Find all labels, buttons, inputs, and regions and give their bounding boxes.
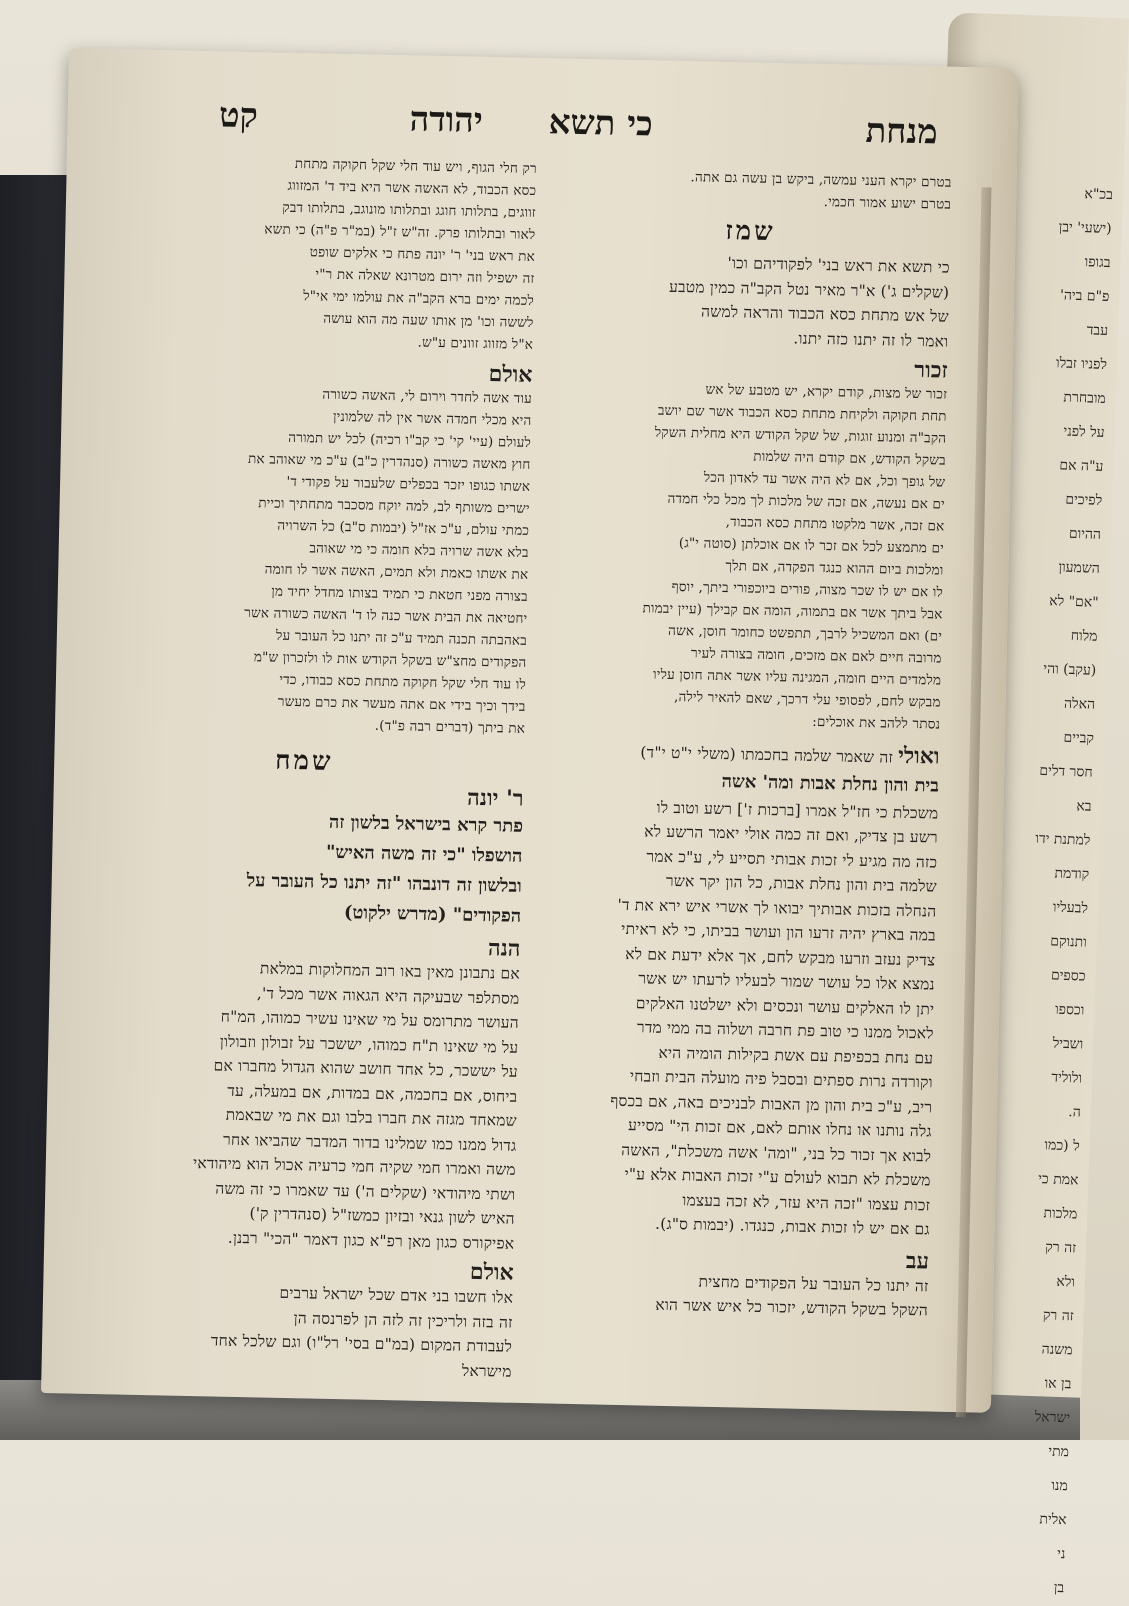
- text-line: ושתי מיהודאי (שקלים ה') עד שאמרו כי זה משה: [215, 1179, 516, 1204]
- lead-word-hineh: הנה: [487, 935, 521, 962]
- text-line: שלמה בית והון נחלת אבות, כל הון יקר אשר: [665, 871, 938, 896]
- text-line: בידך וכיך בידי אם אתה מעשר את כרם מעשר: [277, 693, 526, 715]
- facing-page-line: בן או: [1044, 1375, 1072, 1393]
- bold-text-line: הושפלו "כי זה משה האיש": [325, 841, 523, 867]
- text-line: מרובה חיים לאם אם מזכים, חומה בצורה לעיר: [690, 645, 942, 667]
- text-line: בטרם יקרא העני עמשה, ביקש בן עשה גם אתה.: [690, 169, 952, 191]
- text-line: בטרם ישוע אמור חכמי.: [823, 194, 952, 213]
- text-line: נסתר ללהב את אוכלים:: [812, 713, 941, 733]
- text-line: לו עוד חלי שקל חקוקה מתחת כסא כבודו, כדי: [279, 671, 527, 693]
- text-line: מבקש לחם, לפסופי עלי דרכך, שאם להאיר לילה,: [673, 689, 941, 711]
- text-line: כזה מה מגיע לי זכות אבותי תסייע לי, ע"כ אמר: [646, 846, 938, 872]
- text-line: לששה וכו' מן אותו שעה מה הוא עושה: [323, 310, 534, 331]
- text-line: עם נחת בכפיפת עם אשת בקילות הומיה היא: [658, 1043, 934, 1068]
- text-line: משכלת כי חז"ל אמרו [ברכות ז'] רשע וטוב לו: [656, 798, 939, 823]
- text-line: לו אם יש לו שכר מצוה, פורים ביוכפורי ביתך, יוסף: [671, 578, 944, 601]
- text-line: זה בזה ולריכין זה לזה הן לפרנסה הן: [293, 1308, 513, 1332]
- running-head-title-2: כי תשא: [548, 102, 654, 145]
- text-line: גלה נותנו או נחלו אותם לאם, אם זכות הי" מסייע: [627, 1116, 932, 1141]
- text-line: לעבודת המקום (במ"ם בסי' רל"ו) וגם שלכל אחד: [210, 1331, 513, 1356]
- facing-page-line: "אם" לא: [1048, 593, 1099, 611]
- right-column: [527, 163, 952, 1371]
- text-line: גדול ממנו כמו שמלינו בדור המדבר שהביאו אחר: [222, 1130, 517, 1155]
- facing-page-line: בגופו: [1084, 254, 1111, 272]
- text-line: נמצא אלו כל עושר שמור לבעליו לרעתו יש אשר: [638, 969, 935, 994]
- facing-page-line: האלה: [1063, 695, 1096, 713]
- text-line: תחת חקוקה ולקיחת מתחת כסא הכבוד אשר שם יושב: [657, 402, 947, 425]
- text-line: של אש מתחת כסא הכבוד והראה למשה: [700, 302, 949, 326]
- facing-page-line: ולוליד: [1051, 1069, 1083, 1087]
- text-line: בלא אשה שרויה בלא חומה כי מי שאוהב: [309, 540, 529, 561]
- facing-page-line: ושביל: [1052, 1035, 1084, 1053]
- text-line: הפקודים מחצ"ש בשקל הקודש אות לו ולזכרון ש"מ: [253, 649, 527, 671]
- section-title-shmach: שמח: [274, 745, 334, 777]
- text-line: אפיקורס כגון מאן רפ"א כגון דאמר "הכי" רבנן.: [227, 1228, 515, 1253]
- facing-page-line: בכ"א: [1084, 186, 1114, 204]
- facing-page-line: לפיכים: [1065, 491, 1103, 509]
- facing-page-line: ותנוקם: [1050, 933, 1088, 951]
- facing-page-line: לבעליו: [1052, 899, 1089, 917]
- text-line: עוד אשה לחדר וירום לי, האשה כשורה: [322, 386, 533, 407]
- facing-page-line: עבד: [1086, 322, 1109, 340]
- text-line: לאכול ממנו כי טוב פת חרבה ושלוה בה ממי מדר: [636, 1018, 934, 1043]
- text-line: ים אם נעשה, אם זכה של מלכות לך מכל כלי חמדה: [667, 490, 945, 513]
- section-title-shmaz: שמז: [725, 215, 776, 248]
- facing-page-line: קביים: [1063, 729, 1095, 747]
- bold-text-line: פתר קרא בישראל בלשון זה: [328, 811, 524, 837]
- lead-word-ulam-1: אולם: [488, 361, 533, 388]
- facing-page-line: זה רק: [1045, 1239, 1077, 1257]
- text-line: ביחוס, אם בחכמה, אם במדות, אם במעלה, עד: [227, 1081, 518, 1106]
- section-ulam-1-body: [85, 379, 532, 740]
- text-line: בשקל הקודש, אם קודם היה שלמות: [753, 448, 946, 469]
- facing-page-line: (ישעי' יבן: [1058, 219, 1112, 238]
- facing-page-line: ישראל: [1034, 1409, 1071, 1427]
- text-line: של גופך וכל, אם לא היה אשר עד לאדון הכל: [703, 469, 946, 491]
- facing-page-line: בא: [1076, 798, 1092, 815]
- text-line: מלמדים היים חומה, המגינה עליו אשר אתה חוסן עליו: [652, 666, 942, 689]
- lead-word-ulam-2: אולם: [469, 1258, 514, 1286]
- facing-page-line: ולא: [1056, 1273, 1076, 1291]
- text-line: על יששכר, כל אחד חושב שהוא הגדול מחברו אם: [213, 1056, 519, 1081]
- text-line: וקורדה נרות ספתים ובסבל פיה מועלה הבית וזבחי: [629, 1067, 933, 1092]
- text-line: ומלכות ביום ההוא כנגד הפקדה, אם תלך: [725, 558, 944, 579]
- text-line: מישראל: [461, 1361, 512, 1381]
- facing-page-line: אמת כי: [1037, 1171, 1079, 1189]
- text-line: זה ישפיל וזה ירום מטרונא שאלה את ר"י: [315, 266, 535, 287]
- text-line: ים מתמצע לכל אם זכר לו אם אוכלתן (סוטה י"ג): [678, 535, 945, 557]
- facing-page-line: אלית: [1039, 1511, 1067, 1529]
- section-veulai-first: זה שאמר שלמה בחכמתו (משלי י"ט י"ד): [640, 743, 894, 767]
- facing-page-line: מנו: [1051, 1477, 1069, 1495]
- section-hineh-body: [74, 953, 520, 1256]
- text-line: כמתי עולם, ע"כ אז"ל (יבמות ס"ב) כל השרויה: [277, 517, 530, 539]
- text-line: ישרים משותף לב, למה יוקח מסכבר מתחתיך וכיית: [258, 495, 530, 517]
- text-line: אם נתבונן מאין באו רוב המחלוקות במלאת: [259, 959, 521, 983]
- section-av-body: [528, 1266, 929, 1323]
- text-line: העושר מתרומס על מי שאינו עשיר כמוהו, המ"ח: [220, 1007, 520, 1032]
- text-line: שמאחד מגזה את חברו בלבו וגם את מי שבאמת: [225, 1105, 518, 1130]
- text-line: את ראש בני' ר' יונה פתח כי אלקים שופט: [309, 244, 536, 265]
- text-line: (שקלים ג') א"ר מאיר נטל הקב"ה כמין מטבע: [668, 277, 950, 302]
- left-column: [71, 149, 537, 1388]
- text-line: חוץ מאשה כשורה (סנהדרין כ"ב) ע"כ מי שאוהב את: [247, 451, 531, 473]
- facing-page-line: קודמת: [1054, 865, 1090, 883]
- text-line: זה יתנו כל העובר על הפקודים מחצית: [698, 1272, 929, 1295]
- facing-page-line: לפניו זבלו: [1055, 355, 1108, 373]
- facing-page-line: וכספו: [1054, 1001, 1085, 1019]
- text-line: לאור ובתלותו פרק. זה"ש ז"ל (במ"ר פ"ה) כי תשא: [264, 221, 536, 244]
- facing-page-line: ההיום: [1068, 525, 1102, 543]
- lead-word-av: עב: [905, 1247, 930, 1274]
- text-line: משה ואמרו חמי שקיה חמי כרעיה אכול הוא מיהודאי: [192, 1154, 516, 1179]
- facing-page-line: מתי: [1048, 1443, 1070, 1461]
- text-line: רק חלי הגוף, ויש עוד חלי שקל חקוקה מתחת: [294, 155, 537, 178]
- text-line: יחטיאה את הבית אשר כנה לו ד' האשה כשורה אשר: [244, 604, 528, 627]
- text-line: לעולם (עיי' קי' כי קב"ו רכיה) לכל יש תמורה: [288, 429, 532, 451]
- bold-text-line: ובלשון זה דונבהו "זה יתנו כל העובר על: [246, 870, 522, 897]
- lead-word-rabbi-yonah: ר' יונה: [466, 784, 524, 812]
- facing-page-line: חסר דלים: [1039, 762, 1093, 781]
- bold-text-line: הפקודים" (מדרש ילקוט): [343, 902, 522, 927]
- facing-page-line: ה.: [1068, 1104, 1082, 1121]
- text-line: האיש לשון גנאי ובזיון כמשז"ל (סנהדרין ק'): [249, 1204, 515, 1228]
- text-line: לכמה ימים ברא הקב"ה את עולמו ימי אי"ל: [303, 288, 535, 309]
- text-line: מסתלפר שבעיקה היא הגאוה אשר מכל ד',: [256, 983, 520, 1008]
- text-line: לבוא אך זכור כל בני, "ומה' אשה משכלת", האשה: [621, 1140, 932, 1165]
- text-line: א"ל מזווג זוונים ע"ש.: [417, 334, 534, 353]
- text-line: בצורה מפני חטאת כי תמיד בצותו מחדל יחיד מן: [271, 583, 528, 605]
- text-line: על מי שאינו ת"ח כמוהו, יששכר על זבולון וזבולון: [219, 1032, 519, 1057]
- facing-page-line: על לפני: [1063, 423, 1105, 441]
- text-line: צדיק נעזב וזרעו מבקש לחם, אך אלא ידעת אם לא: [625, 944, 936, 970]
- text-line: במה בארץ יהיה זרעו הון ועושר בביתו, כי לא ראיתי: [621, 919, 936, 945]
- text-line: משכלת לא תבוא לעולם ע"י זכות האבות אלא ע"י: [624, 1165, 931, 1190]
- facing-page-line: למתנת ידו: [1035, 830, 1091, 849]
- text-line: אם זכה, אשר מלקטו מתחת כסא הכבוד,: [725, 514, 945, 535]
- text-line: זכור של מצות, קודם יקרא, יש מטבע של אש: [705, 381, 948, 403]
- facing-page-line: מלכות: [1043, 1205, 1078, 1223]
- text-line: כי תשא את ראש בני' לפקודיהם וכו': [727, 254, 950, 277]
- text-line: הנחלה בזכות אבותיך יבואו לך אשרי איש ירא את ד': [617, 895, 937, 921]
- text-line: ריב, ע"כ בית והון מן האבות לבניכים באה, אם בכסף: [610, 1091, 933, 1117]
- facing-page-line: כספים: [1050, 967, 1086, 985]
- section-veulai-quote: בית והון נחלת אבות ומה' אשה: [721, 770, 940, 797]
- text-line: את ביתך (דברים רבה פ"ד).: [374, 717, 526, 737]
- lead-word-veulai: ואולי: [897, 742, 940, 770]
- text-line: יתן לו האלקים עושר ונכסים ולא ישלטנו האלקים: [635, 993, 935, 1019]
- section-zachor-body: [540, 375, 947, 735]
- facing-page-line: זה רק: [1042, 1307, 1074, 1325]
- book-page: [41, 48, 1019, 1413]
- text-line: גם אם יש לו זכות אבות, כנגדו. (יבמות ס"ג).: [654, 1214, 930, 1239]
- lead-word-zachor: זכור: [914, 356, 948, 384]
- text-line: הקב"ה ומנוע זוגות, של שקל הקודש היא מחלית השקל: [654, 424, 947, 447]
- text-line: רשע בן צדיק, ואם זה כמה אולי יאמר הרשע לא: [644, 822, 939, 847]
- facing-page-line: משנה: [1041, 1341, 1073, 1359]
- text-line: השקל בשקל הקודש, יזכור כל איש אשר הוא: [655, 1295, 929, 1320]
- text-line: זכות עצמו "זכה היא עזר, לא זכה בעצמו: [682, 1190, 931, 1214]
- text-line: את אשתו כאמת ולא תמים, האשה אשר לו חומה: [264, 561, 529, 583]
- section-ulam-2-body: [71, 1277, 513, 1384]
- text-line: זווגים, בתלותו חוגג ובתלותו מונוגב, בתלותו דבק: [282, 199, 537, 222]
- text-line: ים) ואם המשכיל לרבך, תתפשט כחומר חוסן, אשה: [667, 622, 943, 645]
- running-head-title-3: יהודה: [409, 99, 484, 141]
- left-top-lines: [93, 149, 537, 356]
- section-shmaz-body: [548, 247, 950, 353]
- page-gutter: [956, 187, 992, 1417]
- text-line: אלו חשבו בני אדם שכל ישראל ערבים: [279, 1283, 514, 1307]
- facing-page-line: פ"ם ביה': [1059, 287, 1110, 306]
- text-line: כסא הכבוד, לא האשה אשר היא ביד ד' המזווג: [287, 177, 537, 200]
- facing-page-line: מובחרת: [1063, 389, 1107, 407]
- text-line: היא מכלי חמדה אשר אין לה שלמונין: [332, 408, 532, 429]
- page-number: קט: [218, 95, 259, 137]
- section-rabbi-yonah-body: [81, 803, 523, 932]
- facing-page-line: (עקב) והי: [1043, 660, 1097, 679]
- facing-page-line: בן: [1053, 1579, 1065, 1597]
- facing-page-line: מלוח: [1070, 627, 1098, 645]
- facing-page-line: ע"ה אם: [1059, 457, 1104, 475]
- facing-page-line: השמעון: [1058, 559, 1101, 577]
- facing-page-line: ני: [1056, 1545, 1066, 1563]
- text-line: ואמר לו זה יתנו כזה יתנו.: [793, 328, 949, 351]
- text-line: באהבתה תכנה תמיד ע"כ זה יתנו כל העובר על: [275, 627, 528, 649]
- section-veulai-body: [529, 793, 938, 1242]
- text-line: אבל ביתך אשר אם בתמוה, הומה אם קבילך (עיין יבמות: [642, 600, 943, 623]
- text-line: אשתו כגופו יזכר בכפלים שלעבור על פקודי ד': [286, 473, 531, 495]
- running-head-title-1: מנחת: [865, 110, 939, 153]
- facing-page-line: ל (כמו: [1044, 1137, 1080, 1155]
